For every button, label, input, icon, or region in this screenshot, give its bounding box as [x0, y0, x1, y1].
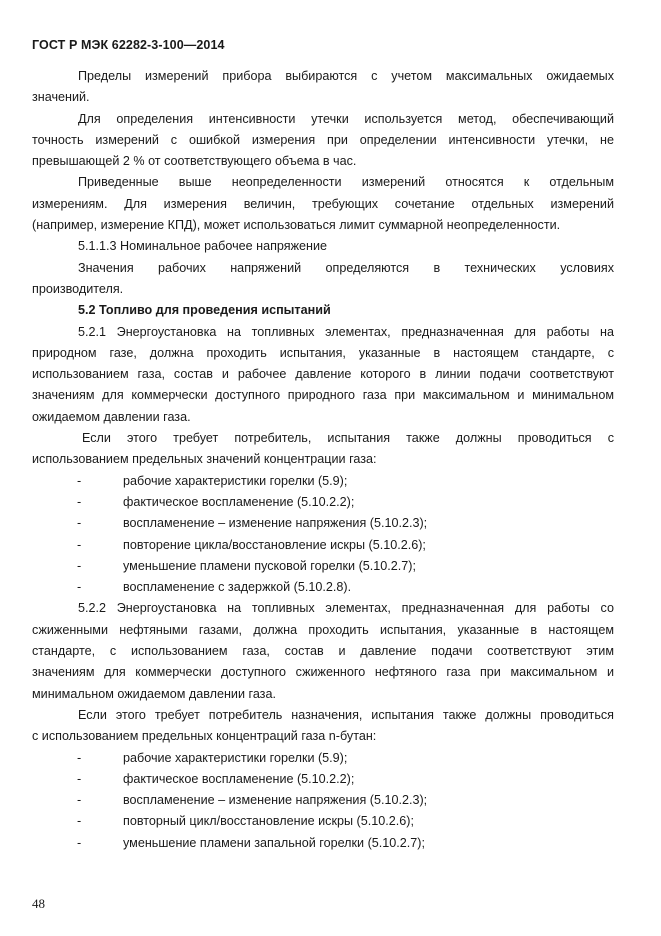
paragraph-line: Если этого требует потребитель назначения, испытания также должны проводиться [78, 707, 614, 722]
list-item-text: воспламенение с задержкой (5.10.2.8). [123, 580, 352, 595]
page-body [32, 66, 614, 854]
paragraph-line: минимальном ожидаемом давлении газа. [32, 686, 276, 701]
list-item-text: уменьшение пламени пусковой горелки (5.10.2.7); [123, 558, 416, 573]
paragraph-line: значениям для коммерчески доступного природного газа при максимальном и минимальном [32, 388, 614, 403]
list-item [32, 471, 614, 492]
bullet-dash: - [77, 494, 82, 509]
bullet-dash: - [77, 771, 82, 786]
paragraph-line: с использованием предельных концентраций газа n-бутан: [32, 729, 377, 744]
list-item-text: фактическое воспламенение (5.10.2.2); [123, 494, 355, 509]
paragraph-line: 5.2.2 Энергоустановка на топливных элементах, предназначенная для работы со [78, 601, 614, 616]
list-item-text: воспламенение – изменение напряжения (5.10.2.3); [123, 516, 428, 531]
paragraph-line: точность измерений с ошибкой измерения при определении интенсивности утечки, не [32, 132, 614, 147]
bullet-list-natural-gas [32, 471, 614, 599]
paragraph-line: ожидаемом давлении газа. [32, 409, 191, 424]
list-item [32, 556, 614, 577]
paragraph-line: (например, измерение КПД), может использоваться лимит суммарной неопределенности. [32, 218, 561, 233]
paragraph-line: значений. [32, 90, 90, 105]
list-item-text: фактическое воспламенение (5.10.2.2); [123, 771, 355, 786]
paragraph-line: Значения рабочих напряжений определяются в технических условиях [78, 260, 614, 275]
paragraph-line: измерениям. Для измерения величин, требующих сочетание отдельных измерений [32, 196, 614, 211]
list-item [32, 833, 614, 854]
list-item [32, 577, 614, 598]
bullet-list-lpg [32, 748, 614, 854]
paragraph-line: сжиженными нефтяными газами, должна проходить испытания, указанные в настоящем [32, 622, 614, 637]
list-item [32, 769, 614, 790]
list-item [32, 790, 614, 811]
list-item-text: воспламенение – изменение напряжения (5.10.2.3); [123, 793, 428, 808]
list-item-text: рабочие характеристики горелки (5.9); [123, 473, 348, 488]
paragraph-line: стандарте, с использованием газа, состав и давление подачи соответствуют этим [32, 644, 614, 659]
list-item-text: повторный цикл/восстановление искры (5.10.2.6); [123, 814, 414, 829]
bullet-dash: - [77, 835, 82, 850]
bullet-dash: - [77, 580, 82, 595]
list-item [32, 811, 614, 832]
page-number: 48 [32, 896, 45, 911]
paragraph-line: использованием предельных значений концентрации газа: [32, 452, 377, 467]
paragraph-line: Приведенные выше неопределенности измерений относятся к отдельным [78, 175, 614, 190]
list-item-text: повторение цикла/восстановление искры (5.10.2.6); [123, 537, 426, 552]
paragraph-line: природном газе, должна проходить испытания, указанные в настоящем стандарте, с [32, 345, 614, 360]
paragraph-line: 5.2.1 Энергоустановка на топливных элементах, предназначенная для работы на [78, 324, 614, 339]
paragraph-line: Для определения интенсивности утечки используется метод, обеспечивающий [78, 111, 614, 126]
list-item [32, 513, 614, 534]
bullet-dash: - [77, 516, 82, 531]
bullet-dash: - [77, 558, 82, 573]
document-header: ГОСТ Р МЭК 62282-3-100—2014 [32, 38, 225, 52]
list-item-text: рабочие характеристики горелки (5.9); [123, 750, 348, 765]
list-item [32, 748, 614, 769]
section-heading-5-2: 5.2 Топливо для проведения испытаний [78, 303, 331, 318]
paragraph-line: использованием газа, состав и рабочее давление которого в линии подачи соответствуют [32, 367, 614, 382]
paragraph-line: производителя. [32, 281, 124, 296]
paragraph-line: Если этого требует потребитель, испытания также должны проводиться с [82, 431, 614, 446]
bullet-dash: - [77, 814, 82, 829]
section-heading-5-1-1-3: 5.1.1.3 Номинальное рабочее напряжение [78, 239, 328, 254]
bullet-dash: - [77, 750, 82, 765]
list-item [32, 535, 614, 556]
paragraph-line: значениям для коммерчески доступного сжиженного нефтяного газа при максимальном и [32, 665, 614, 680]
bullet-dash: - [77, 537, 82, 552]
paragraph-line: Пределы измерений прибора выбираются с учетом максимальных ожидаемых [78, 69, 614, 83]
paragraph-line: превышающей 2 % от соответствующего объема в час. [32, 154, 357, 169]
bullet-dash: - [77, 473, 82, 488]
bullet-dash: - [77, 793, 82, 808]
list-item-text: уменьшение пламени запальной горелки (5.10.2.7); [123, 835, 425, 850]
list-item [32, 492, 614, 513]
